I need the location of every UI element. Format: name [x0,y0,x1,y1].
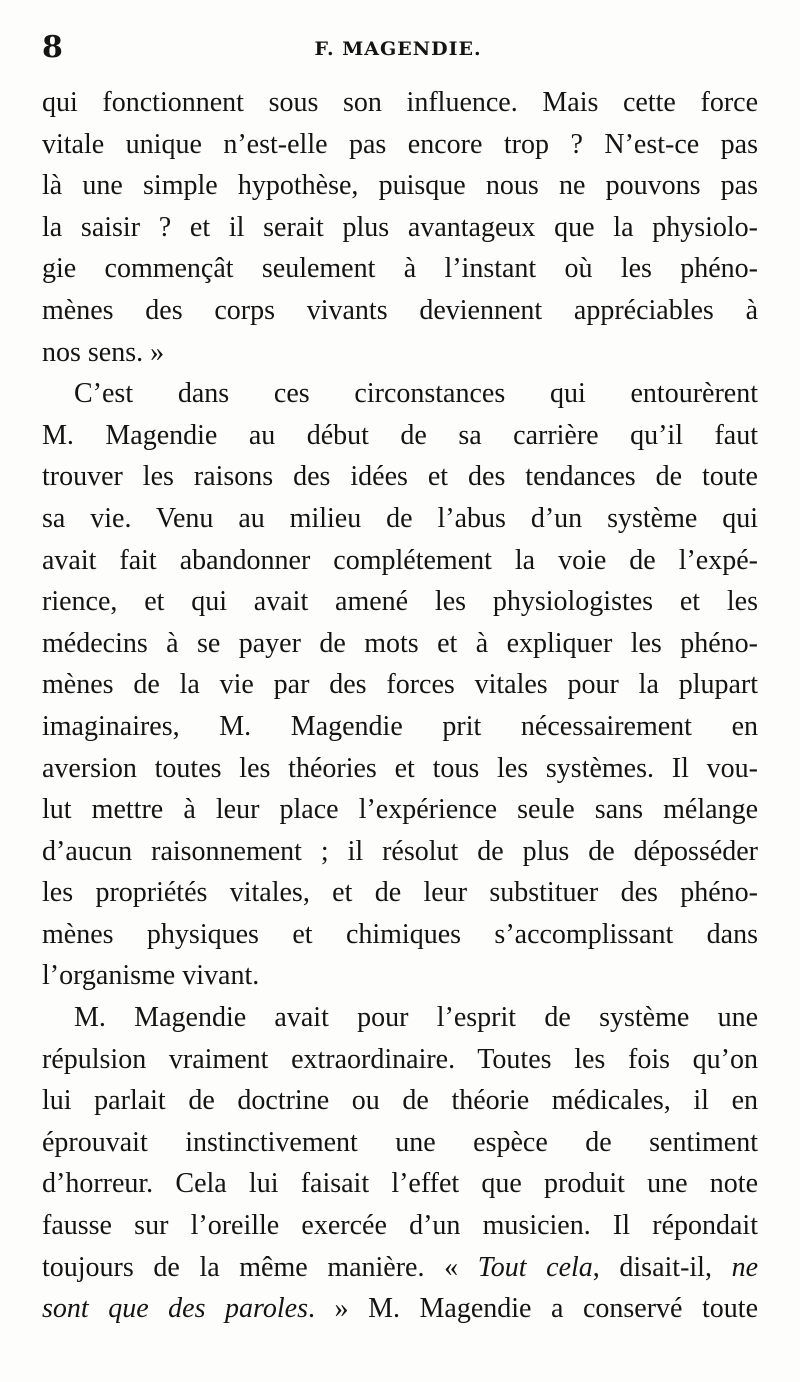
text-line: nos sens. » [42,336,165,368]
paragraph [42,82,758,373]
text-line [42,1247,758,1289]
text-line: médecins à se payer de mots et à expliquer les phéno- [42,627,758,659]
text-line: les propriétés vitales, et de leur substituer des phéno- [42,877,758,909]
text-line: M. Magendie au début de sa carrière qu’il faut [42,419,758,451]
page-number: 8 [42,30,63,65]
text-line: M. Magendie avait pour l’esprit de système une [74,1002,758,1034]
text-line: vitale unique n’est-elle pas encore trop ? N’est-ce pas [42,128,758,160]
text-line: l’organisme vivant. [42,960,260,992]
running-title: F. MAGENDIE. [314,38,482,60]
text-line: fausse sur l’oreille exercée d’un musicien. Il répondait [42,1210,758,1242]
text-line: d’aucun raisonnement ; il résolut de plus de déposséder [42,835,758,867]
italic-run: ne [731,1251,758,1283]
text-line: d’horreur. Cela lui faisait l’effet que produit une note [42,1168,758,1200]
text-line: imaginaires, M. Magendie prit nécessairement en [42,710,758,742]
text-line: mènes de la vie par des forces vitales pour la plupart [42,669,758,701]
text-run: , disait-il, [592,1251,732,1283]
paragraph [42,373,758,997]
italic-run: sont que des paroles [42,1293,308,1325]
paragraph [42,997,758,1330]
text-run: toujours de la même manière. « [42,1251,478,1283]
text-line: gie commençât seulement à l’instant où les phéno- [42,253,758,285]
text-line: rience, et qui avait amené les physiologistes et les [42,586,758,618]
text-line: mènes des corps vivants deviennent appréciables à [42,294,758,326]
text-line: aversion toutes les théories et tous les systèmes. Il vou- [42,752,758,784]
text-line: lut mettre à leur place l’expérience seule sans mélange [42,794,758,826]
text-line: avait fait abandonner complétement la voie de l’expé- [42,544,758,576]
text-line: trouver les raisons des idées et des tendances de toute [42,461,758,493]
text-line: mènes physiques et chimiques s’accomplissant dans [42,918,758,950]
text-line: répulsion vraiment extraordinaire. Toutes les fois qu’on [42,1043,758,1075]
running-head [42,30,754,66]
text-line: la saisir ? et il serait plus avantageux que la physiolo- [42,211,758,243]
text-line: sa vie. Venu au milieu de l’abus d’un système qui [42,502,758,534]
text-line: éprouvait instinctivement une espèce de sentiment [42,1126,758,1158]
italic-run: Tout cela [477,1251,593,1283]
text-line: qui fonctionnent sous son influence. Mais cette force [42,87,758,118]
text-run: . » M. Magendie a conservé toute [308,1293,758,1325]
text-line: lui parlait de doctrine ou de théorie médicales, il en [42,1085,758,1117]
text-line [42,1288,758,1330]
body-text [42,82,758,1330]
text-line: là une simple hypothèse, puisque nous ne pouvons pas [42,170,758,202]
text-line: C’est dans ces circonstances qui entourèrent [74,378,758,410]
